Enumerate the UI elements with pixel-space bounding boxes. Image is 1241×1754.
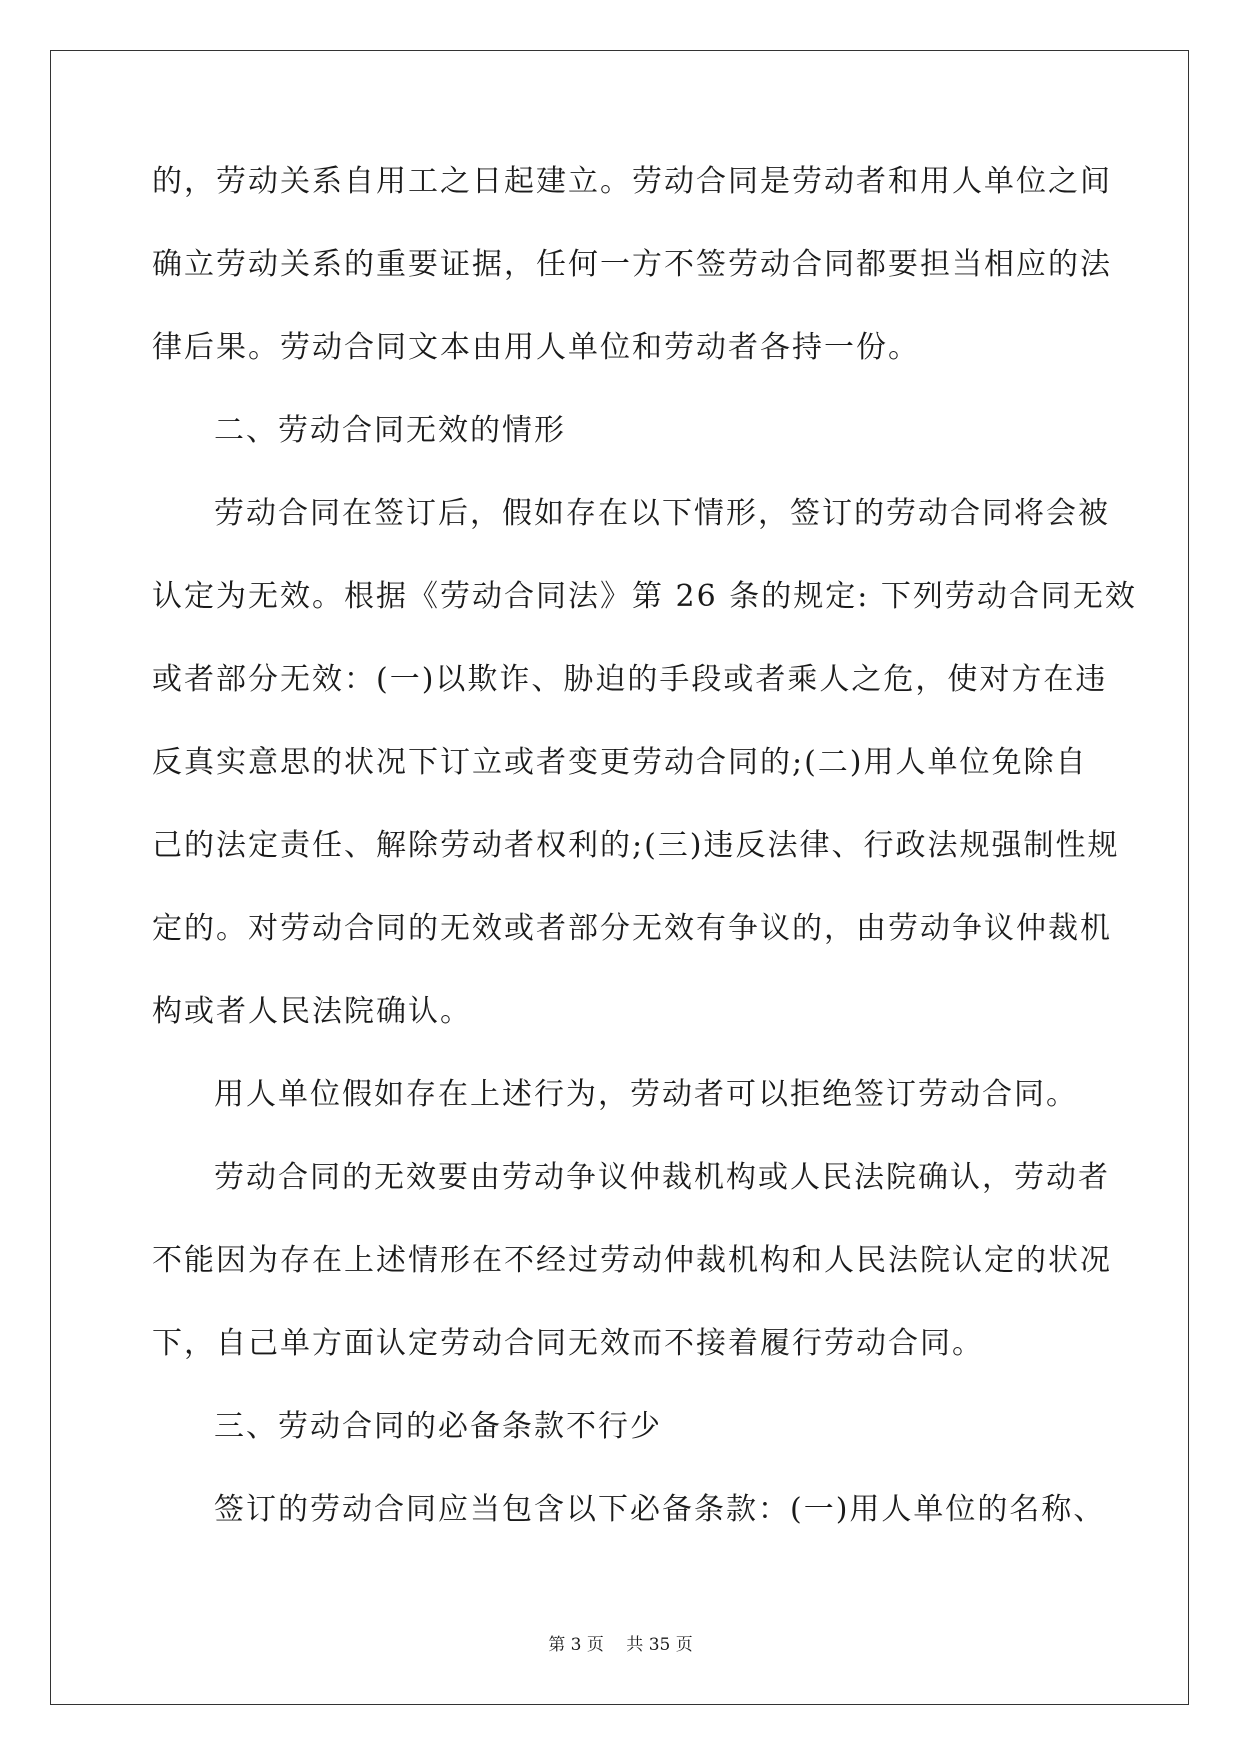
paragraph-line: 签订的劳动合同应当包含以下必备条款：(一)用人单位的名称、 [214, 1492, 1106, 1527]
paragraph-line: 己的法定责任、解除劳动者权利的;(三)违反法律、行政法规强制性规 [152, 828, 1120, 863]
page-number: 第 3 页 共 35 页 [548, 1635, 693, 1655]
paragraph-line: 构或者人民法院确认。 [152, 994, 472, 1029]
paragraph-line: 的，劳动关系自用工之日起建立。劳动合同是劳动者和用人单位之间 [152, 164, 1112, 199]
paragraph-line: 或者部分无效：(一)以欺诈、胁迫的手段或者乘人之危，使对方在违 [152, 662, 1108, 697]
paragraph-line: 定的。对劳动合同的无效或者部分无效有争议的，由劳动争议仲裁机 [152, 911, 1112, 946]
section-heading: 三、劳动合同的必备条款不行少 [214, 1409, 662, 1444]
paragraph-line: 确立劳动关系的重要证据，任何一方不签劳动合同都要担当相应的法 [152, 247, 1112, 282]
paragraph-line: 反真实意思的状况下订立或者变更劳动合同的;(二)用人单位免除自 [152, 745, 1088, 780]
paragraph-line: 用人单位假如存在上述行为，劳动者可以拒绝签订劳动合同。 [214, 1077, 1078, 1112]
paragraph-line: 下，自己单方面认定劳动合同无效而不接着履行劳动合同。 [152, 1326, 984, 1361]
paragraph-line: 律后果。劳动合同文本由用人单位和劳动者各持一份。 [152, 330, 920, 365]
page-frame [50, 50, 1189, 1705]
paragraph-line: 劳动合同在签订后，假如存在以下情形，签订的劳动合同将会被 [214, 496, 1110, 531]
paragraph-line: 劳动合同的无效要由劳动争议仲裁机构或人民法院确认，劳动者 [214, 1160, 1110, 1195]
paragraph-line: 认定为无效。根据《劳动合同法》第 26 条的规定: 下列劳动合同无效 [152, 579, 1137, 614]
paragraph-line: 不能因为存在上述情形在不经过劳动仲裁机构和人民法院认定的状况 [152, 1243, 1112, 1278]
section-heading: 二、劳动合同无效的情形 [214, 413, 566, 448]
